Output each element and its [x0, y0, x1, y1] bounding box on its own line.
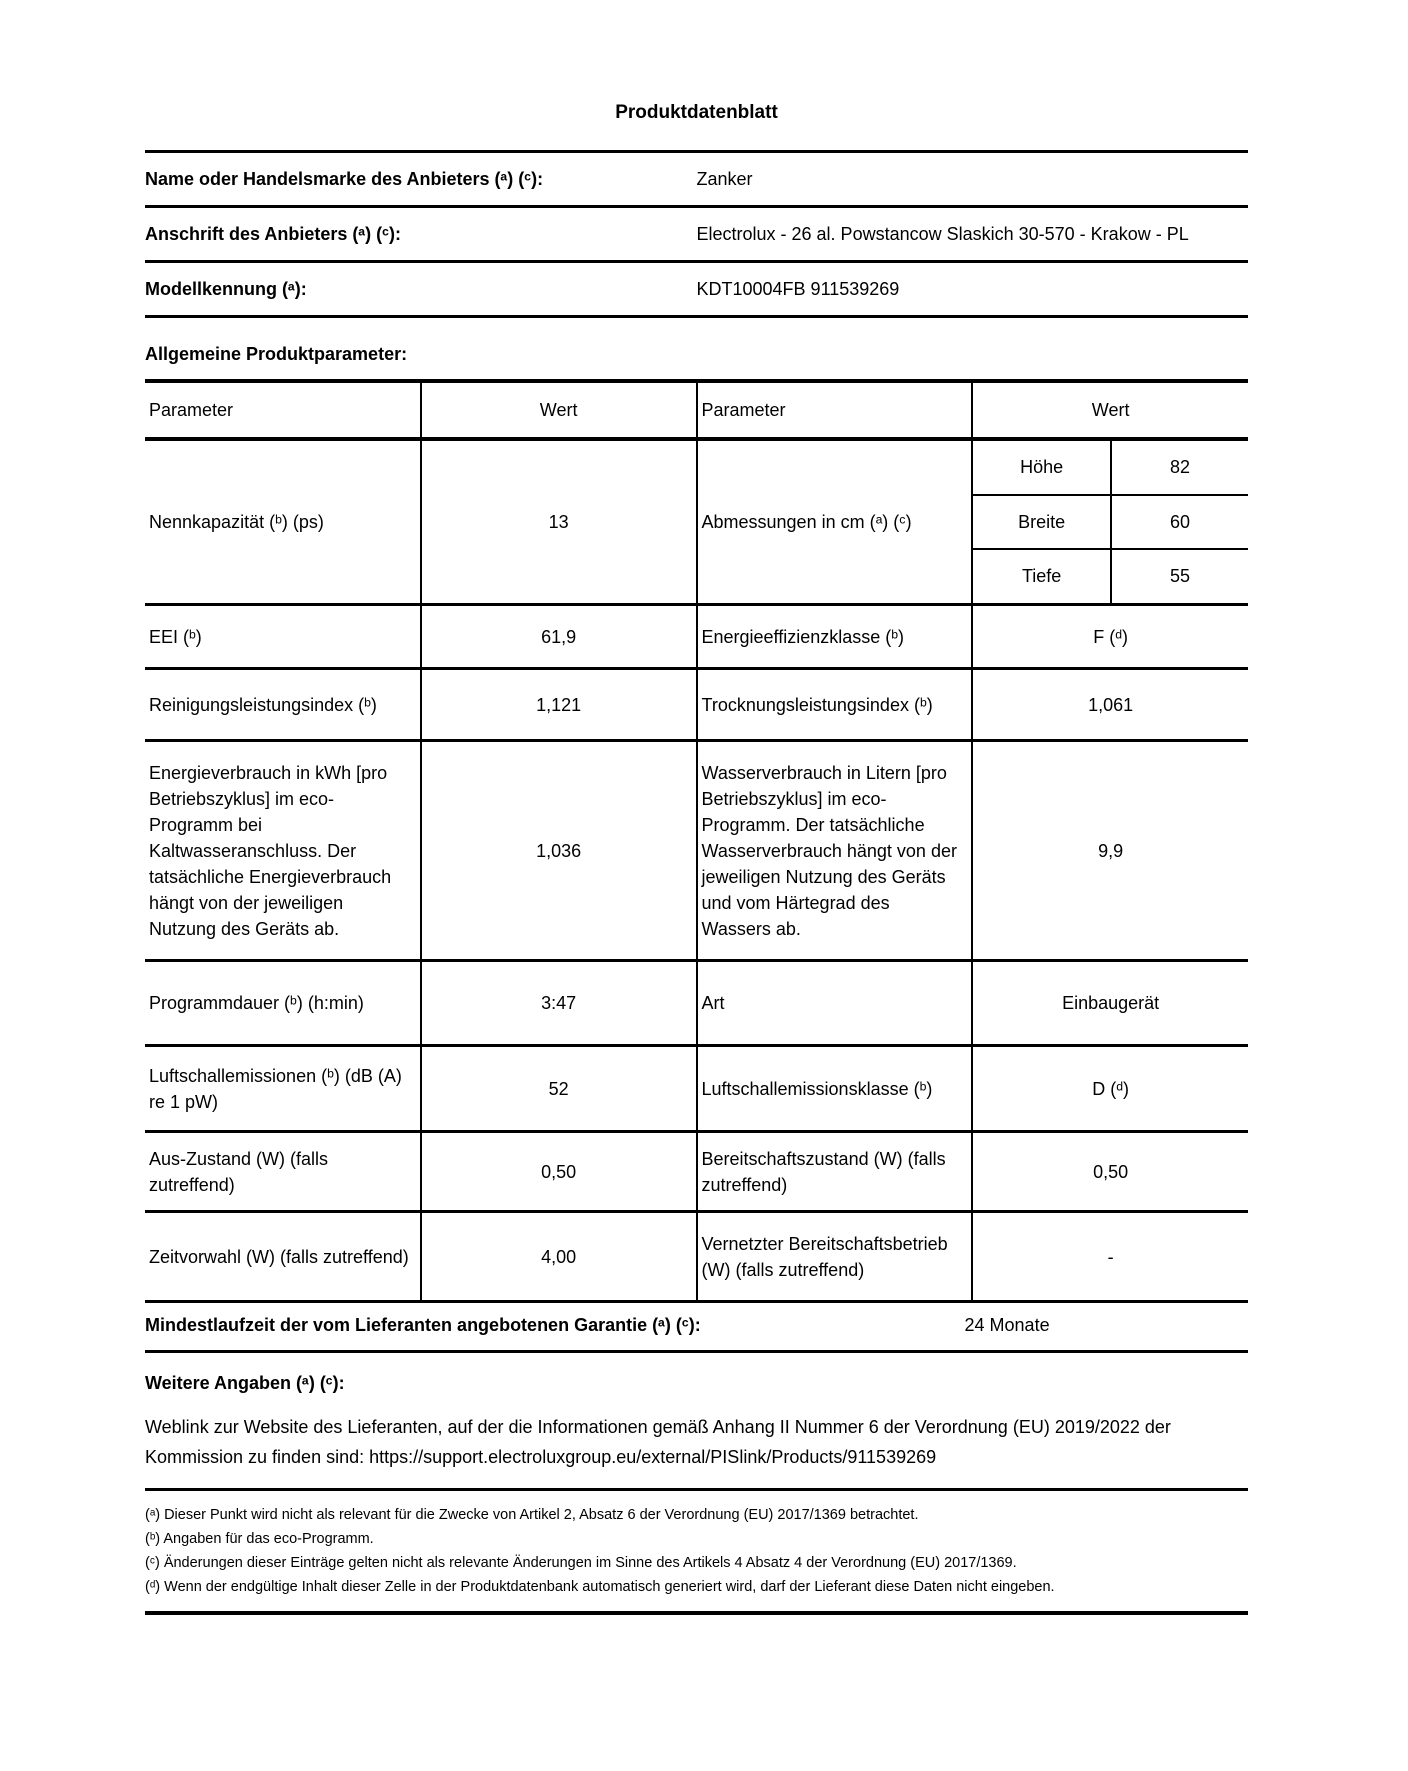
- value-reinigungsleistungsindex: 1,121: [421, 669, 697, 741]
- header-parameter-left: Parameter: [145, 381, 421, 439]
- value-energieeffizienzklasse: F (ᵈ): [972, 605, 1248, 669]
- dimension-row-hoehe: [973, 441, 1248, 494]
- header-wert-right: Wert: [972, 381, 1248, 439]
- value-vernetzter-bereitschaftsbetrieb: -: [972, 1212, 1248, 1302]
- value-zeitvorwahl: 4,00: [421, 1212, 697, 1302]
- value-aus-zustand: 0,50: [421, 1132, 697, 1212]
- param-art: Art: [697, 961, 973, 1046]
- footnotes-section: [145, 1503, 1248, 1599]
- guarantee-label: Mindestlaufzeit der vom Lieferanten angebotenen Garantie (ᵃ) (ᶜ):: [145, 1315, 701, 1335]
- dim-breite-value: 60: [1169, 511, 1190, 532]
- footnote-d: (ᵈ) Wenn der endgültige Inhalt dieser Zelle in der Produktdatenbank automatisch generiert wird, darf der Lieferant diese Daten nicht eingeben.: [145, 1579, 1055, 1595]
- param-energieverbrauch: Energieverbrauch in kWh [pro Betriebszyklus] im eco-Programm bei Kaltwasseranschluss. Der tatsächliche Energieverbrauch hängt von der jeweiligen Nutzung des Geräts ab.: [145, 741, 421, 961]
- value-eei: 61,9: [421, 605, 697, 669]
- param-eei: EEI (ᵇ): [145, 605, 421, 669]
- table-row-eei: [145, 605, 1248, 669]
- parameters-table: [145, 379, 1248, 1303]
- table-row-zeitvorwahl: [145, 1212, 1248, 1302]
- model-identifier-value: KDT10004FB 911539269: [696, 278, 900, 299]
- guarantee-row: [145, 1315, 1248, 1336]
- param-bereitschaftszustand: Bereitschaftszustand (W) (falls zutreffend): [697, 1132, 973, 1212]
- page-title: Produktdatenblatt: [615, 102, 778, 123]
- param-reinigungsleistungsindex: Reinigungsleistungsindex (ᵇ): [145, 669, 421, 741]
- abmessungen-dimensions-cell: [972, 439, 1248, 605]
- param-luftschallemissionen: Luftschallemissionen (ᵇ) (dB (A) re 1 pW): [145, 1046, 421, 1132]
- divider: [145, 1488, 1248, 1491]
- table-row-aus-zustand: [145, 1132, 1248, 1212]
- supplier-name-label: Name oder Handelsmarke des Anbieters (ᵃ) (ᶜ):: [145, 168, 544, 189]
- value-programmdauer: 3:47: [421, 961, 697, 1046]
- supplier-address-label: Anschrift des Anbieters (ᵃ) (ᶜ):: [145, 223, 401, 244]
- value-bereitschaftszustand: 0,50: [972, 1132, 1248, 1212]
- header-wert-left: Wert: [421, 381, 697, 439]
- param-trocknungsleistungsindex: Trocknungsleistungsindex (ᵇ): [697, 669, 973, 741]
- header-parameter-right: Parameter: [697, 381, 973, 439]
- param-zeitvorwahl: Zeitvorwahl (W) (falls zutreffend): [145, 1212, 421, 1302]
- param-energieeffizienzklasse: Energieeffizienzklasse (ᵇ): [697, 605, 973, 669]
- param-nennkapazitaet: Nennkapazität (ᵇ) (ps): [145, 439, 421, 605]
- table-row-luftschall: [145, 1046, 1248, 1132]
- footnote-b: (ᵇ) Angaben für das eco-Programm.: [145, 1531, 374, 1547]
- value-trocknungsleistungsindex: 1,061: [972, 669, 1248, 741]
- param-programmdauer: Programmdauer (ᵇ) (h:min): [145, 961, 421, 1046]
- value-art: Einbaugerät: [972, 961, 1248, 1046]
- supplier-address-row: [145, 208, 1248, 260]
- value-luftschallemissionen: 52: [421, 1046, 697, 1132]
- supplier-name-row: [145, 153, 1248, 205]
- value-luftschallemissionsklasse: D (ᵈ): [972, 1046, 1248, 1132]
- table-header-row: [145, 381, 1248, 439]
- dim-breite-label: Breite: [973, 496, 1112, 549]
- weblink-paragraph: Weblink zur Website des Lieferanten, auf der die Informationen gemäß Anhang II Nummer 6 der Verordnung (EU) 2019/2022 der Kommission zu finden sind: https://support.electroluxgroup.eu/external/PISlink/Products/911539269: [145, 1417, 1171, 1467]
- footnote-a: (ᵃ) Dieser Punkt wird nicht als relevant für die Zwecke von Artikel 2, Absatz 6 der Verordnung (EU) 2017/1369 betrachtet.: [145, 1507, 919, 1523]
- dim-hoehe-label: Höhe: [973, 441, 1112, 494]
- further-info-heading: Weitere Angaben (ᵃ) (ᶜ):: [145, 1373, 345, 1393]
- dimension-row-breite: [973, 494, 1248, 549]
- divider: [145, 315, 1248, 318]
- dim-hoehe-value: 82: [1169, 456, 1190, 477]
- table-row-reinigungsindex: [145, 669, 1248, 741]
- divider: [145, 1350, 1248, 1353]
- value-energieverbrauch: 1,036: [421, 741, 697, 961]
- supplier-name-value: Zanker: [696, 168, 753, 189]
- param-luftschallemissionsklasse: Luftschallemissionsklasse (ᵇ): [697, 1046, 973, 1132]
- dim-tiefe-value: 55: [1169, 566, 1190, 587]
- param-wasserverbrauch: Wasserverbrauch in Litern [pro Betriebszyklus] im eco-Programm. Der tatsächliche Wasserverbrauch hängt von der jeweiligen Nutzung des Geräts und vom Härtegrad des Wassers ab.: [697, 741, 973, 961]
- value-nennkapazitaet: 13: [421, 439, 697, 605]
- table-row-verbrauch: [145, 741, 1248, 961]
- guarantee-value: 24 Monate: [964, 1315, 1050, 1335]
- model-identifier-label: Modellkennung (ᵃ):: [145, 278, 307, 299]
- dimensions-table: [973, 441, 1248, 603]
- param-vernetzter-bereitschaftsbetrieb: Vernetzter Bereitschaftsbetrieb (W) (falls zutreffend): [697, 1212, 973, 1302]
- param-abmessungen: Abmessungen in cm (ᵃ) (ᶜ): [697, 439, 973, 605]
- param-aus-zustand: Aus-Zustand (W) (falls zutreffend): [145, 1132, 421, 1212]
- section-heading-general-parameters: Allgemeine Produktparameter:: [145, 344, 408, 364]
- table-row-programmdauer: [145, 961, 1248, 1046]
- page-content: [145, 0, 1248, 1615]
- table-row-nennkapazitaet: [145, 439, 1248, 605]
- dimension-row-tiefe: [973, 548, 1248, 603]
- supplier-address-value: Electrolux - 26 al. Powstancow Slaskich 30-570 - Krakow - PL: [696, 223, 1189, 244]
- dim-tiefe-label: Tiefe: [973, 550, 1112, 603]
- model-identifier-row: [145, 263, 1248, 315]
- value-wasserverbrauch: 9,9: [972, 741, 1248, 961]
- footnote-c: (ᶜ) Änderungen dieser Einträge gelten nicht als relevante Änderungen im Sinne des Artikels 4 Absatz 4 der Verordnung (EU) 2017/1369.: [145, 1555, 1017, 1571]
- divider: [145, 1611, 1248, 1615]
